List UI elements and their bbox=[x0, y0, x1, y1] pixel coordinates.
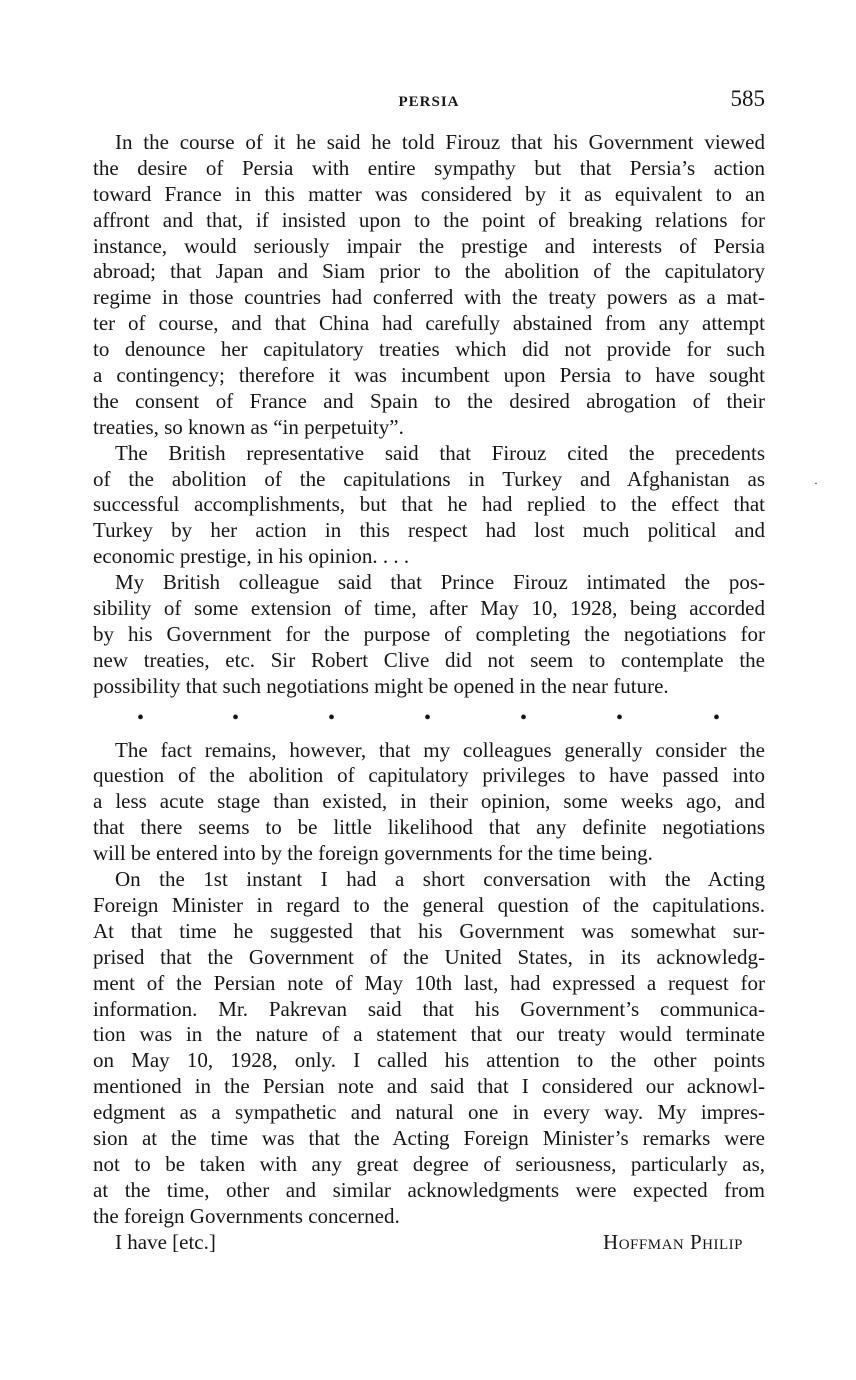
ellipsis-dot: • bbox=[424, 706, 432, 729]
text-line: that there seems to be little likelihood that any definite negotiations bbox=[93, 815, 765, 840]
text-line: will be entered into by the foreign governments for the time being. bbox=[93, 841, 653, 866]
text-line: sion at the time was that the Acting Foreign Minister’s remarks were bbox=[93, 1125, 765, 1150]
ellipsis-dot: • bbox=[616, 706, 624, 729]
paragraph bbox=[93, 867, 765, 1229]
running-title: PERSIA bbox=[398, 94, 460, 110]
text-line: The British representative said that Firouz cited the precedents bbox=[115, 440, 765, 465]
text-line: the desire of Persia with entire sympathy but that Persia’s action bbox=[93, 155, 765, 180]
text-line: Turkey by her action in this respect had lost much political and bbox=[93, 518, 765, 543]
text-line: successful accomplishments, but that he had replied to the effect that bbox=[93, 492, 765, 517]
text-line: My British colleague said that Prince Firouz intimated the pos- bbox=[115, 570, 765, 595]
ellipsis-dot: • bbox=[713, 706, 721, 729]
ellipsis-dot: • bbox=[137, 706, 145, 729]
paragraph bbox=[93, 570, 765, 699]
text-line: economic prestige, in his opinion. . . . bbox=[93, 544, 410, 569]
paragraph bbox=[93, 130, 765, 441]
text-line: the foreign Governments concerned. bbox=[93, 1203, 400, 1228]
text-line: question of the abolition of capitulatory privileges to have passed into bbox=[93, 763, 765, 788]
stray-dot: · bbox=[814, 476, 818, 490]
text-line: ter of course, and that China had carefully abstained from any attempt bbox=[93, 311, 765, 336]
closing bbox=[93, 1230, 765, 1256]
text-line: possibility that such negotiations might be opened in the near future. bbox=[93, 673, 669, 698]
text-line: At that time he suggested that his Government was somewhat sur- bbox=[93, 918, 765, 943]
text-line: edgment as a sympathetic and natural one in every way. My impres- bbox=[93, 1100, 765, 1125]
paragraph bbox=[93, 441, 765, 570]
text-line: at the time, other and similar acknowledgments were expected from bbox=[93, 1177, 765, 1202]
text-line: a less acute stage than existed, in their opinion, some weeks ago, and bbox=[93, 789, 765, 814]
text-line: Foreign Minister in regard to the general question of the capitulations. bbox=[93, 892, 765, 917]
signature: Hoffman Philip bbox=[603, 1229, 743, 1254]
text-line: sibility of some extension of time, after May 10, 1928, being accorded bbox=[93, 596, 765, 621]
text-line: not to be taken with any great degree of seriousness, particularly as, bbox=[93, 1151, 765, 1176]
text-line: mentioned in the Persian note and said that I considered our acknowl- bbox=[93, 1074, 765, 1099]
text-line: toward France in this matter was considered by it as equivalent to an bbox=[93, 181, 765, 206]
ellipsis-dot: • bbox=[328, 706, 336, 729]
text-line: regime in those countries had conferred with the treaty powers as a mat- bbox=[93, 285, 765, 310]
ellipsis-dot: • bbox=[520, 706, 528, 729]
text-line: of the abolition of the capitulations in Turkey and Afghanistan as bbox=[93, 466, 765, 491]
text-line: prised that the Government of the United States, in its acknowledg- bbox=[93, 944, 765, 969]
text-line: to denounce her capitulatory treaties which did not provide for such bbox=[93, 337, 765, 362]
text-line: information. Mr. Pakrevan said that his Government’s communica- bbox=[93, 996, 765, 1021]
text-line: In the course of it he said he told Firouz that his Government viewed bbox=[115, 130, 765, 154]
ellipsis-dot: • bbox=[232, 706, 240, 729]
text-line: by his Government for the purpose of completing the negotiations for bbox=[93, 621, 765, 646]
text-line: new treaties, etc. Sir Robert Clive did not seem to contemplate the bbox=[93, 647, 765, 672]
paragraph bbox=[93, 738, 765, 867]
text-line: treaties, so known as “in perpetuity”. bbox=[93, 414, 404, 439]
text-line: a contingency; therefore it was incumbent upon Persia to have sought bbox=[93, 363, 765, 388]
omission-dots bbox=[93, 704, 765, 730]
text-line: The fact remains, however, that my colleagues generally consider the bbox=[115, 737, 765, 762]
text-line: On the 1st instant I had a short conversation with the Acting bbox=[115, 867, 765, 892]
salutation: I have [etc.] bbox=[115, 1229, 216, 1254]
running-header bbox=[93, 86, 765, 118]
text-line: on May 10, 1928, only. I called his attention to the other points bbox=[93, 1048, 765, 1073]
text-line: the consent of France and Spain to the desired abrogation of their bbox=[93, 388, 765, 413]
text-line: tion was in the nature of a statement that our treaty would terminate bbox=[93, 1022, 765, 1047]
page-number: 585 bbox=[730, 86, 765, 111]
body-text bbox=[93, 130, 765, 1256]
text-line: instance, would seriously impair the prestige and interests of Persia bbox=[93, 233, 765, 258]
text-line: ment of the Persian note of May 10th last, had expressed a request for bbox=[93, 970, 765, 995]
text-line: abroad; that Japan and Siam prior to the abolition of the capitulatory bbox=[93, 259, 765, 284]
text-line: affront and that, if insisted upon to the point of breaking relations for bbox=[93, 207, 765, 232]
